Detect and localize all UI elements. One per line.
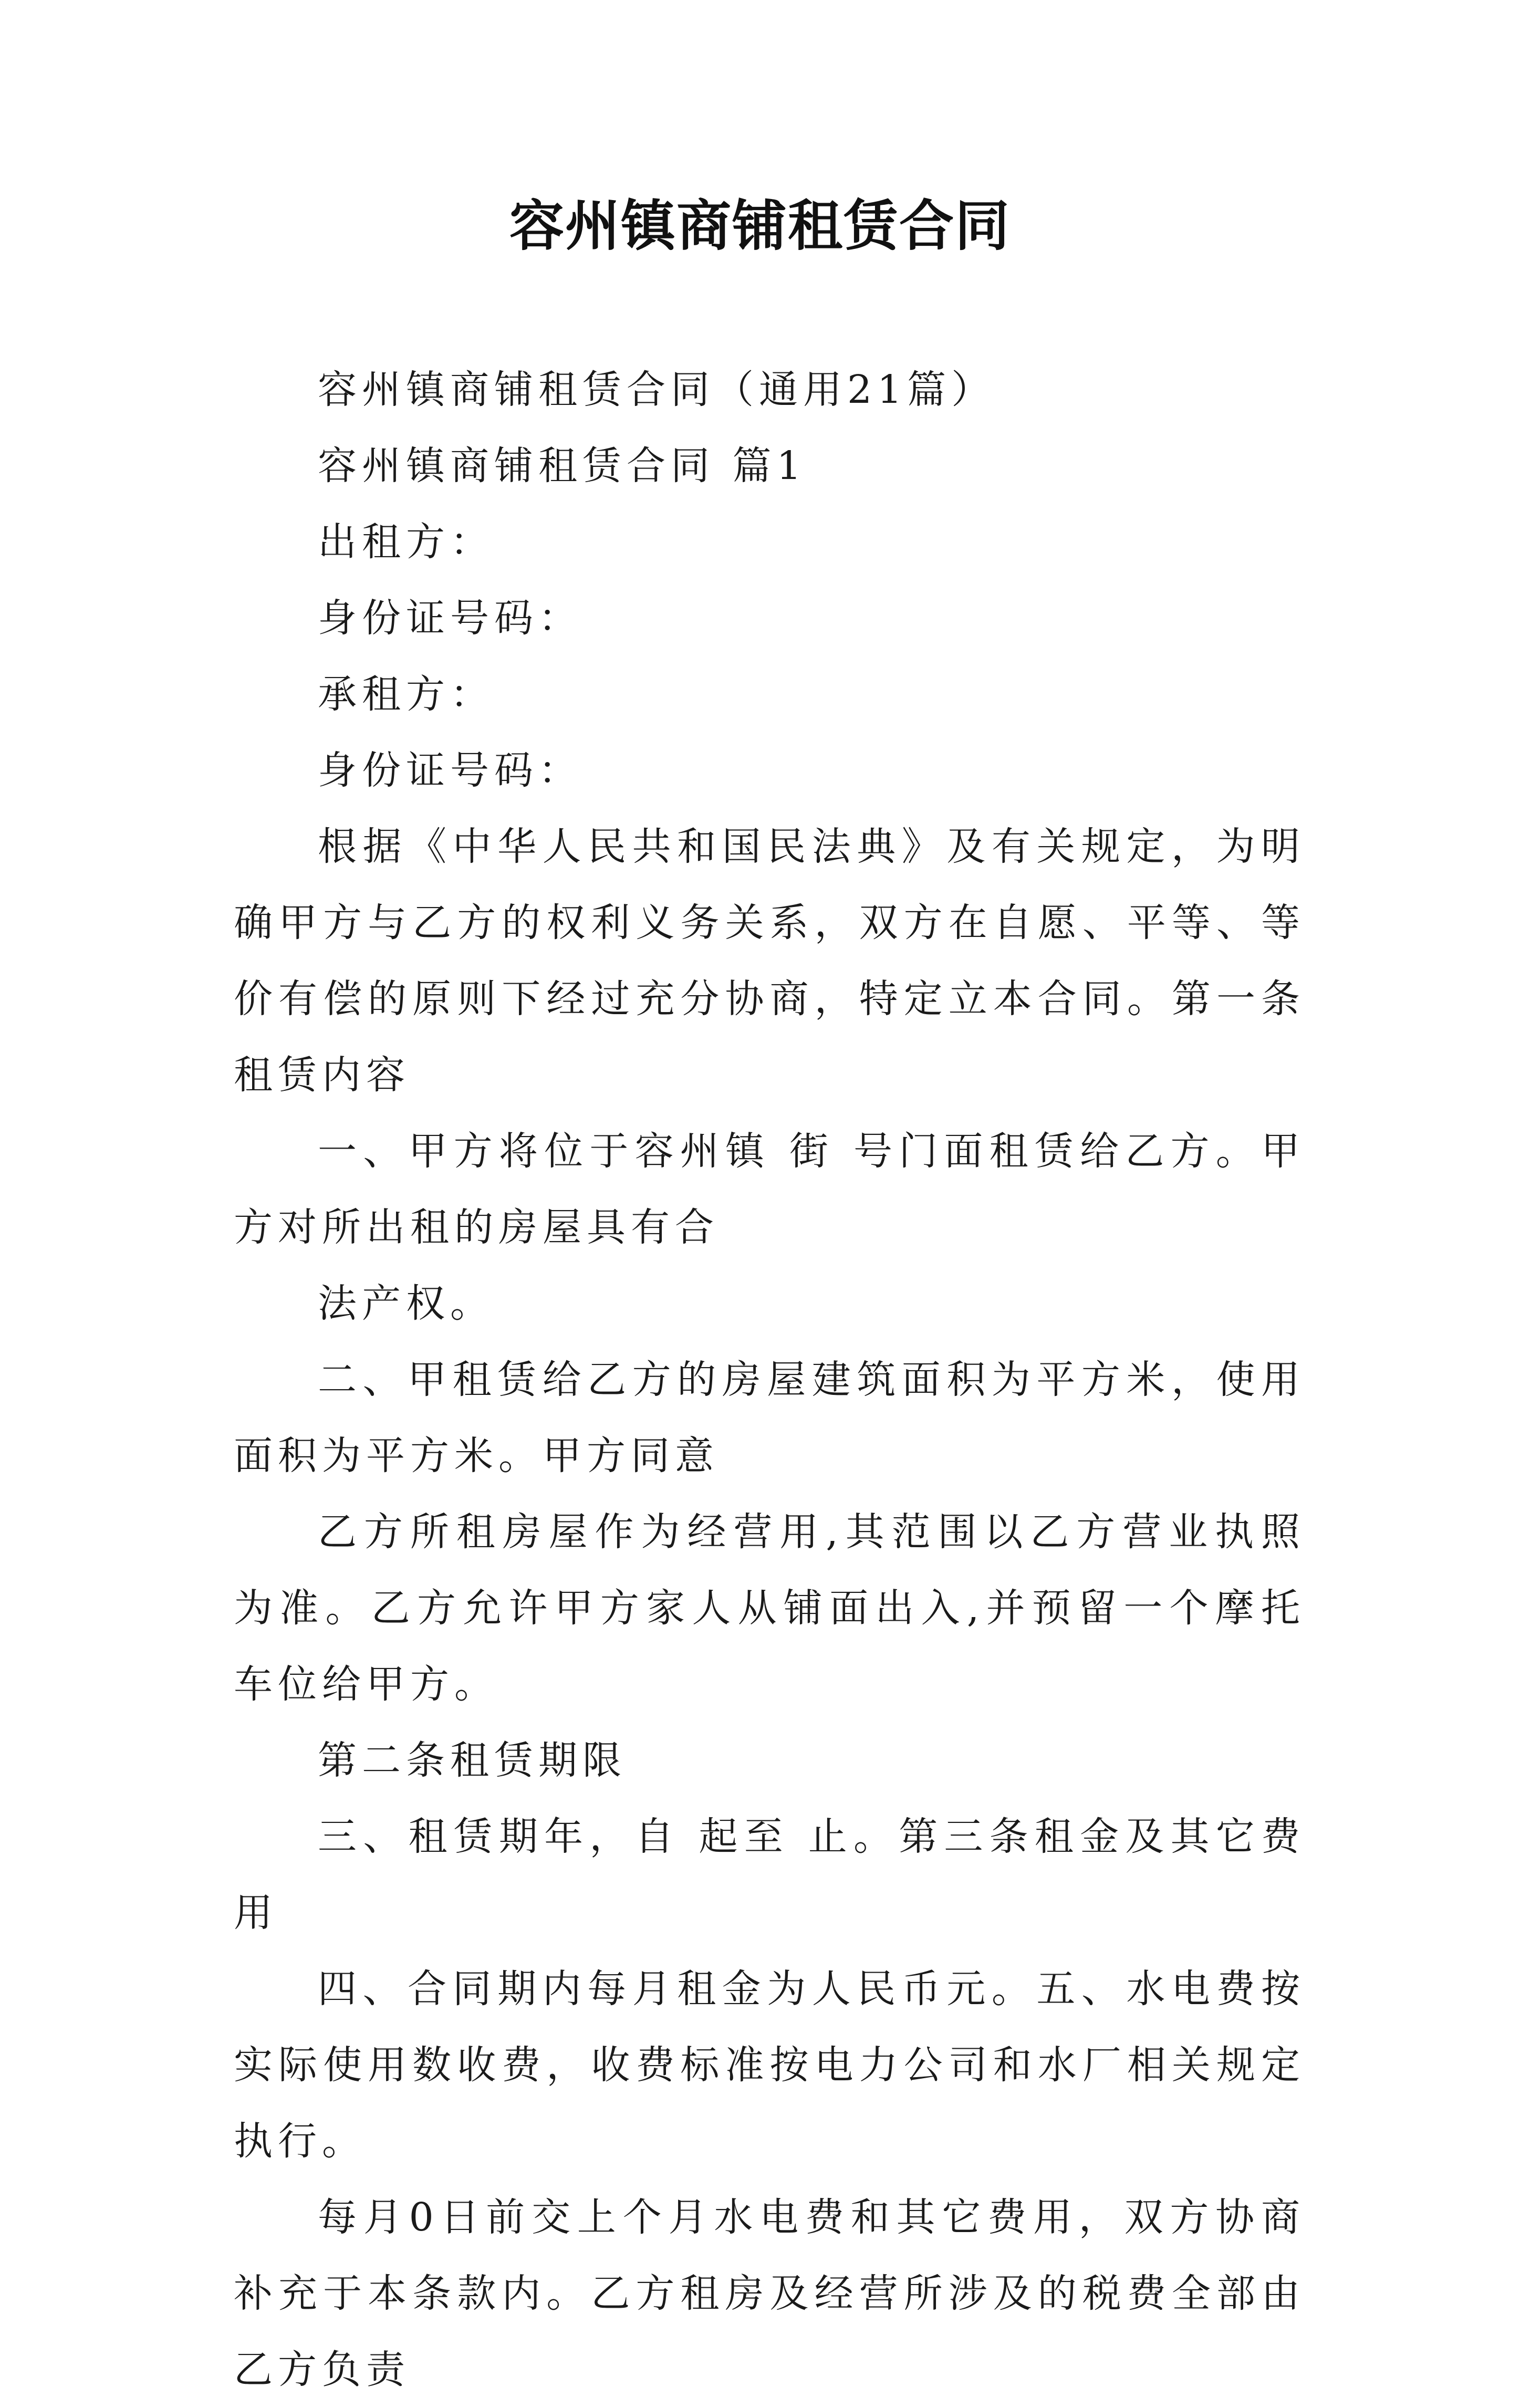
paragraph-clause-1-cont: 法产权。 [318,1281,494,1326]
paragraph-section-heading: 容州镇商铺租赁合同 篇1 [318,443,807,488]
paragraph-lessee-id: 身份证号码： [318,748,582,793]
document-title: 容州镇商铺租赁合同 [509,193,1011,258]
paragraph-clause-3: 三、租赁期年，自 起至 止。第三条租金及其它费用 [234,1814,1305,1935]
document-body [234,352,1305,2408]
paragraph-lessor: 出租方： [318,519,494,565]
paragraph-lessor-id: 身份证号码： [318,596,582,641]
paragraph-article-2-heading: 第二条租赁期限 [318,1738,627,1783]
paragraph-lessee: 承租方： [318,672,494,717]
paragraph-clause-2-cont: 乙方所租房屋作为经营用,其范围以乙方营业执照为准。乙方允许甲方家人从铺面出入,并预留一个摩托车位给甲方。 [234,1509,1305,1707]
paragraph-subtitle: 容州镇商铺租赁合同（通用21篇） [318,367,996,412]
paragraph-clause-2: 二、甲租赁给乙方的房屋建筑面积为平方米，使用面积为平方米。甲方同意 [234,1357,1305,1478]
paragraph-preamble: 根据《中华人民共和国民法典》及有关规定，为明确甲方与乙方的权利义务关系，双方在自愿、平等、等价有偿的原则下经过充分协商，特定立本合同。第一条租赁内容 [234,824,1305,1098]
paragraph-clause-4-5: 四、合同期内每月租金为人民币元。五、水电费按实际使用数收费，收费标准按电力公司和水厂相关规定执行。 [234,1966,1305,2164]
paragraph-clause-1: 一、甲方将位于容州镇 街 号门面租赁给乙方。甲方对所出租的房屋具有合 [234,1129,1305,1250]
paragraph-utility-payment: 每月0日前交上个月水电费和其它费用，双方协商补充于本条款内。乙方租房及经营所涉及的税费全部由乙方负责 [234,2195,1305,2392]
